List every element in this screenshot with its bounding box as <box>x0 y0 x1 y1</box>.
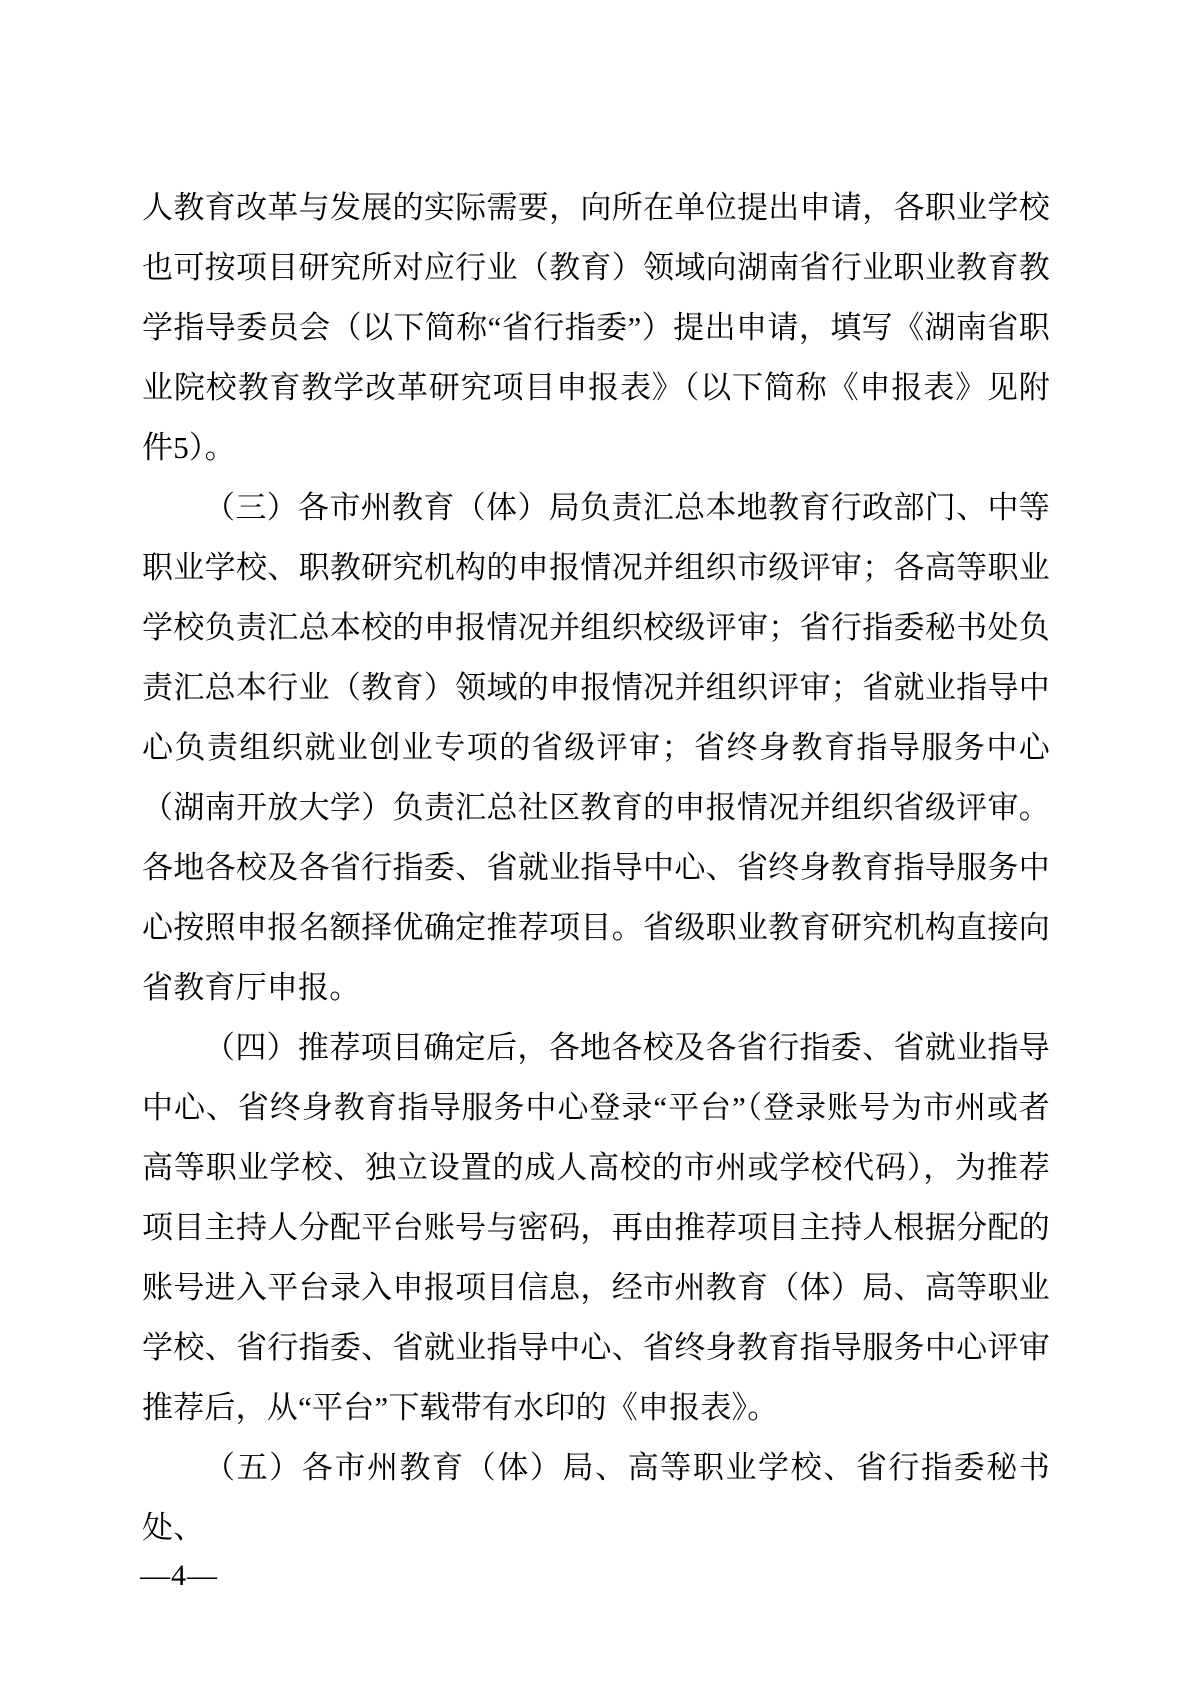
body-paragraph-continuation: 人教育改革与发展的实际需要，向所在单位提出申请，各职业学校也可按项目研究所对应行业（教育）领域向湖南省行业职业教育教学指导委员会（以下简称“省行指委”）提出申请，填写《湖南省职业院校教育教学改革研究项目申报表》（以下简称《申报表》见附件5）。 <box>142 190 1050 465</box>
body-paragraph-item-4: （四）推荐项目确定后，各地各校及各省行指委、省就业指导中心、省终身教育指导服务中心登录“平台”（登录账号为市州或者高等职业学校、独立设置的成人高校的市州或学校代码），为推荐项目主持人分配平台账号与密码，再由推荐项目主持人根据分配的账号进入平台录入申报项目信息，经市州教育（体）局、高等职业学校、省行指委、省就业指导中心、省终身教育指导服务中心评审推荐后，从“平台”下载带有水印的《申报表》。 <box>142 1030 1050 1425</box>
document-body <box>142 178 1050 1558</box>
body-paragraph-item-5: （五）各市州教育（体）局、高等职业学校、省行指委秘书处、 <box>142 1450 1050 1545</box>
page-number: —4— <box>140 1559 218 1592</box>
body-paragraph-item-3: （三）各市州教育（体）局负责汇总本地教育行政部门、中等职业学校、职教研究机构的申报情况并组织市级评审；各高等职业学校负责汇总本校的申报情况并组织校级评审；省行指委秘书处负责汇总本行业（教育）领域的申报情况并组织评审；省就业指导中心负责组织就业创业专项的省级评审；省终身教育指导服务中心（湖南开放大学）负责汇总社区教育的申报情况并组织省级评审。各地各校及各省行指委、省就业指导中心、省终身教育指导服务中心按照申报名额择优确定推荐项目。省级职业教育研究机构直接向省教育厅申报。 <box>142 490 1050 1005</box>
